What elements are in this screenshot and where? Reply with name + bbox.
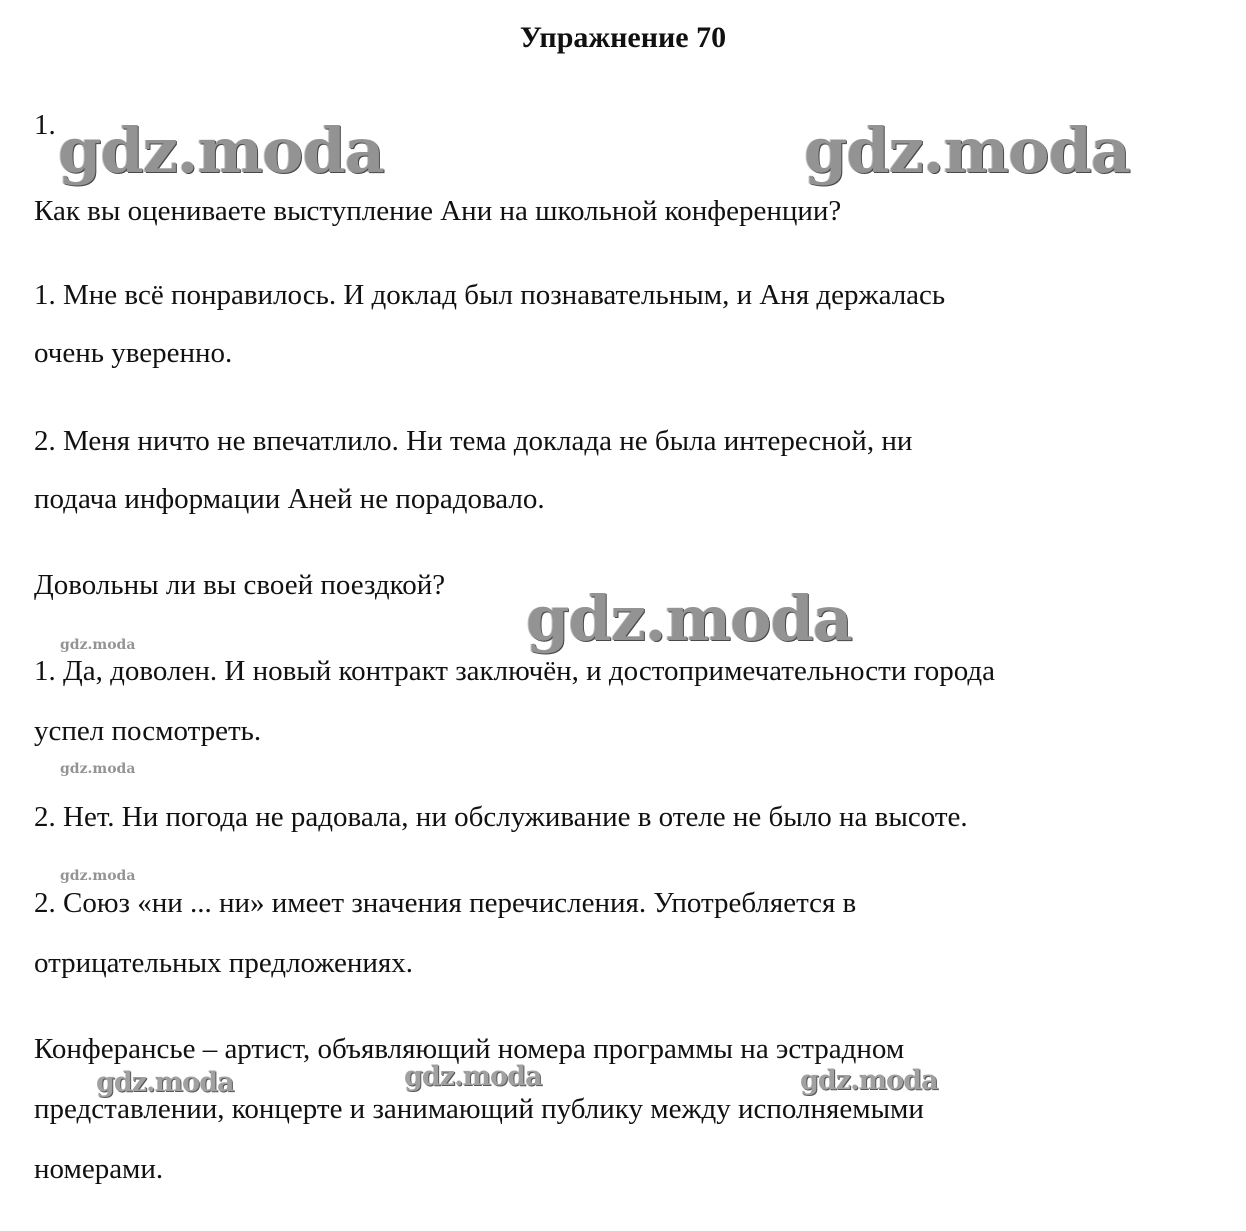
answer-1-1-line-2: очень уверенно. [34,337,233,369]
answer-1-2-line-1: 2. Меня ничто не впечатлило. Ни тема доклада не была интересной, ни [34,425,913,457]
watermark-logo: gdz.moda [804,114,1130,187]
answer-1-1-line-1: 1. Мне всё понравилось. И доклад был познавательным, и Аня держалась [34,279,946,311]
union-explanation-line-2: отрицательных предложениях. [34,947,413,979]
union-explanation-line-1: 2. Союз «ни ... ни» имеет значения перечисления. Употребляется в [34,887,857,919]
watermark-logo: gdz.moda [526,582,852,655]
question-2: Довольны ли вы своей поездкой? [34,569,446,601]
answer-2-1-line-1: 1. Да, доволен. И новый контракт заключён, и достопримечательности города [34,655,996,687]
watermark-logo: gdz.moda [60,868,136,884]
definition-line-2: представлении, концерте и занимающий публику между исполняемыми [34,1093,924,1125]
exercise-title: Упражнение 70 [519,21,727,54]
definition-line-1: Конферансье – артист, объявляющий номера программы на эстрадном [34,1033,905,1065]
answer-2-2: 2. Нет. Ни погода не радовала, ни обслуживание в отеле не было на высоте. [34,801,968,833]
definition-line-3: номерами. [34,1153,164,1185]
question-1: Как вы оцениваете выступление Ани на школьной конференции? [34,195,842,227]
watermark-logo: gdz.moda [800,1065,938,1096]
watermark-logo: gdz.moda [58,114,384,187]
answer-2-1-line-2: успел посмотреть. [34,715,262,747]
section-number: 1. [34,109,56,141]
watermark-logo: gdz.moda [60,761,136,777]
answer-1-2-line-2: подача информации Аней не порадовало. [34,483,545,515]
watermark-logo: gdz.moda [404,1061,542,1092]
watermark-logo: gdz.moda [96,1067,234,1098]
watermark-logo: gdz.moda [60,637,136,653]
